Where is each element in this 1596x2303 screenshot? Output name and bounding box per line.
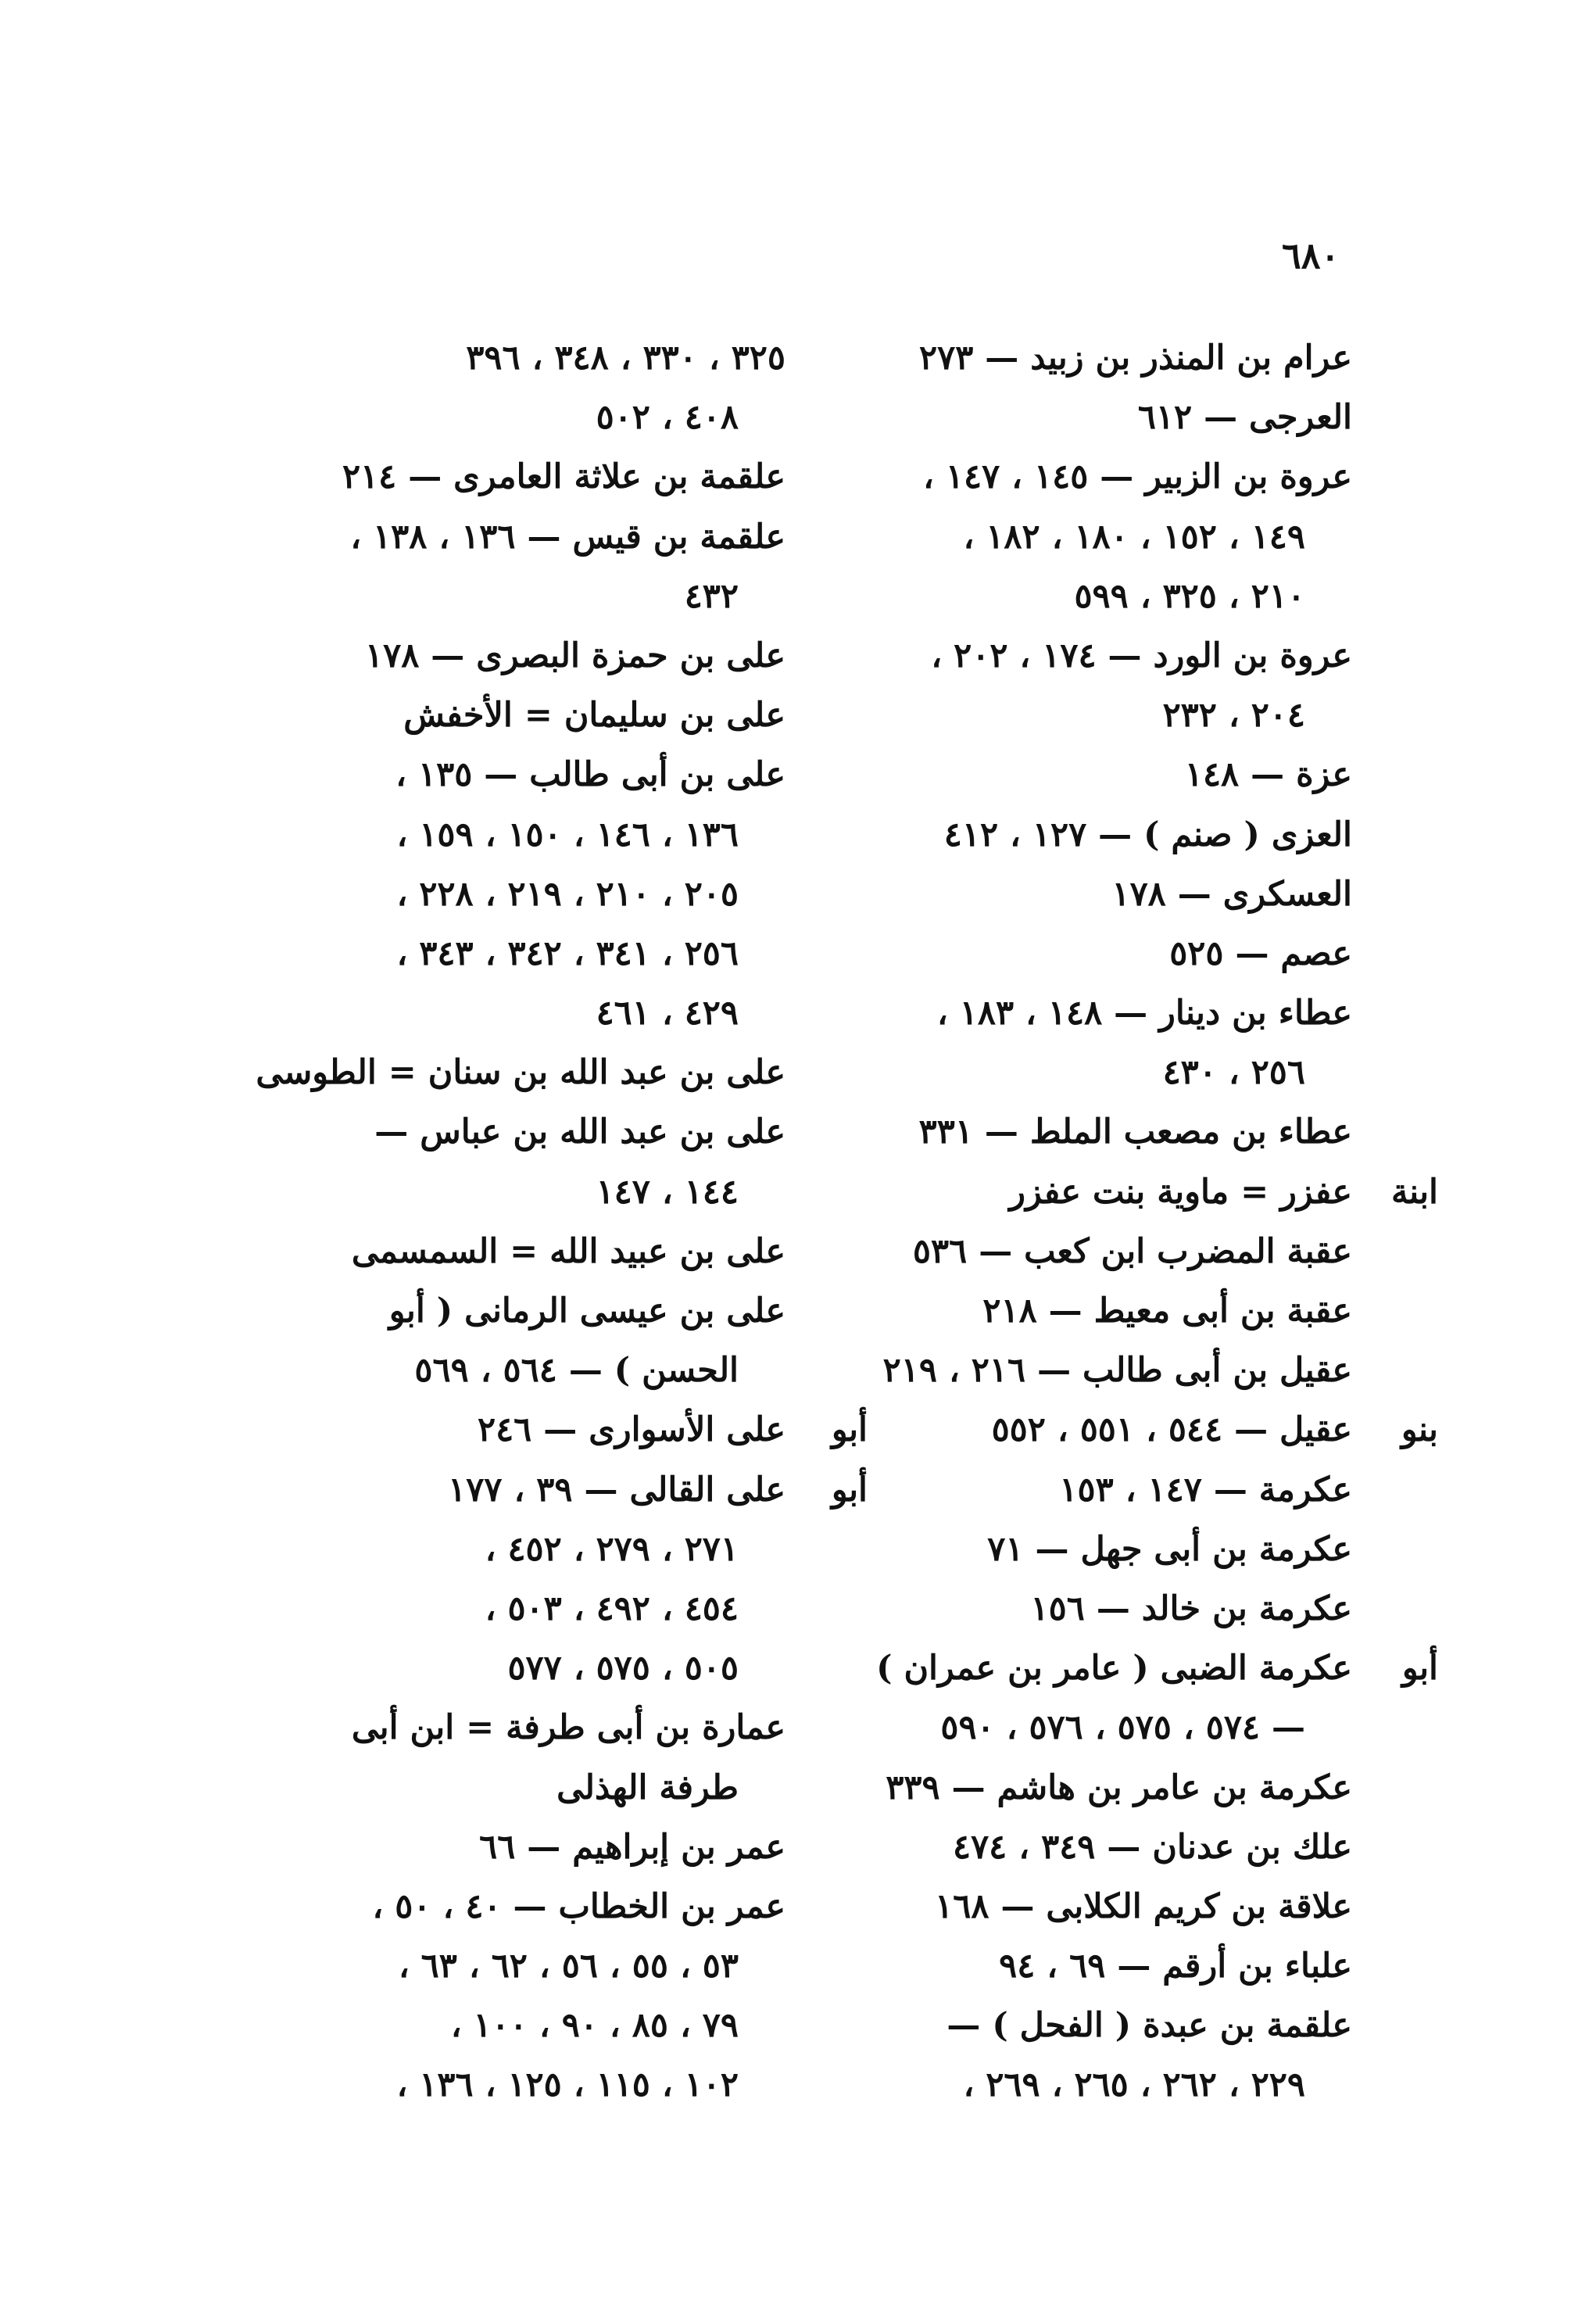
entry-continuation-line: ٤٥٤ ، ٤٩٢ ، ٥٠٣ ، [485,1588,739,1628]
entry-prefix: أبو [1401,1649,1438,1689]
entry-heading-line: عطاء بن مصعب الملط — ٣٣١ [918,1112,1352,1152]
entry-heading-line: علك بن عدنان — ٣٤٩ ، ٤٧٤ [952,1827,1352,1867]
index-entry [274,1400,868,1460]
entry-continuation-line: ٢٠٥ ، ٢١٠ ، ٢١٩ ، ٢٢٨ ، [396,874,739,914]
entry-heading-line: العزى ( صنم ) — ١٢٧ ، ٤١٢ [943,815,1352,854]
entry-heading-line: على بن حمزة البصرى — ١٧٨ [365,636,785,675]
index-entry [852,1758,1352,1818]
entry-continuation-line: ٢٢٩ ، ٢٦٢ ، ٢٦٥ ، ٢٦٩ ، [963,2065,1305,2105]
entry-heading-line: على الأسوارى — ٢٤٦ [477,1410,785,1450]
index-entry [274,447,785,507]
entry-heading-line: على بن عبد الله بن سنان = الطوسى [256,1053,785,1093]
entry-heading-line: عمر بن إبراهيم — ٦٦ [479,1827,785,1867]
index-column-left [256,328,868,2115]
entry-prefix: بنو [1401,1410,1438,1450]
entry-heading-line: عكرمة الضبى ( عامر بن عمران ) [876,1649,1352,1689]
index-entry [274,1460,868,1699]
index-entry [852,626,1352,745]
entry-heading-line: عكرمة بن خالد — ١٥٦ [1030,1588,1352,1628]
index-entry [274,1222,785,1281]
index-entry [852,1281,1352,1341]
entry-heading-line: على بن عبيد الله = السمسمى [351,1231,785,1271]
index-entry [274,686,785,745]
entry-heading-line: عكرمة — ١٤٧ ، ١٥٣ [1059,1470,1352,1510]
index-entry [852,1520,1352,1579]
entry-heading-line: عزة — ١٤٨ [1184,755,1352,795]
index-entry [274,745,785,1043]
entry-heading-line: عمارة بن أبى طرفة = ابن أبى [351,1708,785,1748]
index-entry [274,1877,785,2115]
entry-prefix: ابنة [1391,1172,1438,1212]
index-entry [256,1043,785,1102]
entry-continuation-line: ١٠٢ ، ١١٥ ، ١٢٥ ، ١٣٦ ، [396,2065,739,2105]
entry-continuation-line: طرفة الهذلى [556,1768,739,1807]
entry-heading-line: عرام بن المنذر بن زبيد — ٢٧٣ [919,338,1352,378]
entry-continuation-line: ٢١٠ ، ٣٢٥ ، ٥٩٩ [1074,576,1305,616]
index-entry [274,1698,785,1817]
entry-continuation-line: ٧٩ ، ٨٥ ، ٩٠ ، ١٠٠ ، [450,2006,739,2046]
index-entry [274,507,785,626]
index-entry [852,447,1352,626]
entry-heading-line: العسكرى — ١٧٨ [1111,874,1352,914]
entry-continuation-line: — ٥٧٤ ، ٥٧٥ ، ٥٧٦ ، ٥٩٠ [940,1708,1305,1748]
entry-continuation-line: ٥٣ ، ٥٥ ، ٥٦ ، ٦٢ ، ٦٣ ، [398,1947,739,1986]
index-entry [852,1818,1352,1877]
entry-heading-line: عروة بن الزبير — ١٤٥ ، ١٤٧ ، [923,457,1352,497]
entry-continuation-line: ٤٠٨ ، ٥٠٢ [596,398,739,438]
entry-heading-line: ٣٢٥ ، ٣٣٠ ، ٣٤٨ ، ٣٩٦ [466,338,785,378]
index-entry [852,805,1352,865]
entry-heading-line: على بن سليمان = الأخفش [403,696,785,736]
index-entry [852,328,1352,388]
entry-continuation-line: ٤٣٢ [684,576,739,616]
entry-heading-line: عصم — ٥٢٥ [1169,933,1352,973]
entry-heading-line: العرجى — ٦١٢ [1137,398,1352,438]
entry-heading-line: علباء بن أرقم — ٦٩ ، ٩٤ [999,1947,1352,1986]
entry-heading-line: على بن عبد الله بن عباس — [374,1112,785,1152]
entry-continuation-line: ١٣٦ ، ١٤٦ ، ١٥٠ ، ١٥٩ ، [396,815,739,854]
entry-heading-line: عقيل بن أبى طالب — ٢١٦ ، ٢١٩ [882,1351,1352,1391]
entry-heading-line: علقمة بن علاثة العامرى — ٢١٤ [342,457,785,497]
entry-heading-line: عمر بن الخطاب — ٤٠ ، ٥٠ ، [372,1886,785,1926]
entry-continuation-line: ٥٠٥ ، ٥٧٥ ، ٥٧٧ [507,1649,739,1689]
entry-prefix: أبو [831,1410,868,1450]
index-entry [852,1341,1352,1400]
entry-prefix: أبو [831,1470,868,1510]
entry-continuation-line: ٤٢٩ ، ٤٦١ [596,994,739,1033]
entry-heading-line: عقيل — ٥٤٤ ، ٥٥١ ، ٥٥٢ [991,1410,1352,1450]
index-entry [852,1222,1352,1281]
index-entry [852,924,1352,983]
entry-continuation-line: ٢٠٤ ، ٢٣٢ [1162,696,1305,736]
entry-continuation-line: ٢٥٦ ، ٣٤١ ، ٣٤٢ ، ٣٤٣ ، [396,933,739,973]
index-entry [852,1400,1438,1460]
entry-heading-line: عكرمة بن أبى جهل — ٧١ [987,1529,1352,1569]
entry-continuation-line: ١٤٤ ، ١٤٧ [596,1172,739,1212]
entry-heading-line: عروة بن الورد — ١٧٤ ، ٢٠٢ ، [931,636,1352,675]
entry-heading-line: عكرمة بن عامر بن هاشم — ٣٣٩ [886,1768,1352,1807]
index-entry [274,328,785,447]
index-column-right [852,328,1438,2115]
index-entry [274,1818,785,1877]
entry-heading-line: عطاء بن دينار — ١٤٨ ، ١٨٣ ، [936,994,1352,1033]
index-entry [852,1162,1438,1222]
index-entry [852,1102,1352,1162]
index-entry [274,1281,785,1400]
index-entry [852,1460,1352,1520]
entry-heading-line: علاقة بن كريم الكلابى — ١٦٨ [935,1886,1352,1926]
entry-heading-line: علقمة بن عبدة ( الفحل ) — [947,2006,1352,2046]
entry-continuation-line: ٢٧١ ، ٢٧٩ ، ٤٥٢ ، [485,1529,739,1569]
index-entry [852,745,1352,804]
index-entry [274,626,785,686]
index-entry [852,983,1352,1102]
entry-heading-line: على القالى — ٣٩ ، ١٧٧ [448,1470,785,1510]
index-entry [852,1877,1352,1936]
index-entry [852,1639,1438,1757]
entry-heading-line: على بن أبى طالب — ١٣٥ ، [395,755,785,795]
entry-continuation-line: ١٤٩ ، ١٥٢ ، ١٨٠ ، ١٨٢ ، [963,517,1305,557]
entry-heading-line: علقمة بن قيس — ١٣٦ ، ١٣٨ ، [350,517,785,557]
entry-heading-line: عقبة بن أبى معيط — ٢١٨ [982,1291,1352,1331]
entry-continuation-line: ٢٥٦ ، ٤٣٠ [1162,1053,1305,1093]
entry-continuation-line: الحسن ) — ٥٦٤ ، ٥٦٩ [414,1351,739,1391]
page-number: ٦٨٠ [1282,235,1340,277]
index-entry [852,1996,1352,2115]
index-entry [852,388,1352,447]
index-entry [852,865,1352,924]
index-entry [852,1936,1352,1996]
entry-heading-line: عقبة المضرب ابن كعب — ٥٣٦ [912,1231,1352,1271]
index-entry [852,1579,1352,1639]
index-entry [274,1102,785,1221]
entry-heading-line: عفزر = ماوية بنت عفزر [1009,1172,1352,1212]
entry-heading-line: على بن عيسى الرمانى ( أبو [388,1291,785,1331]
